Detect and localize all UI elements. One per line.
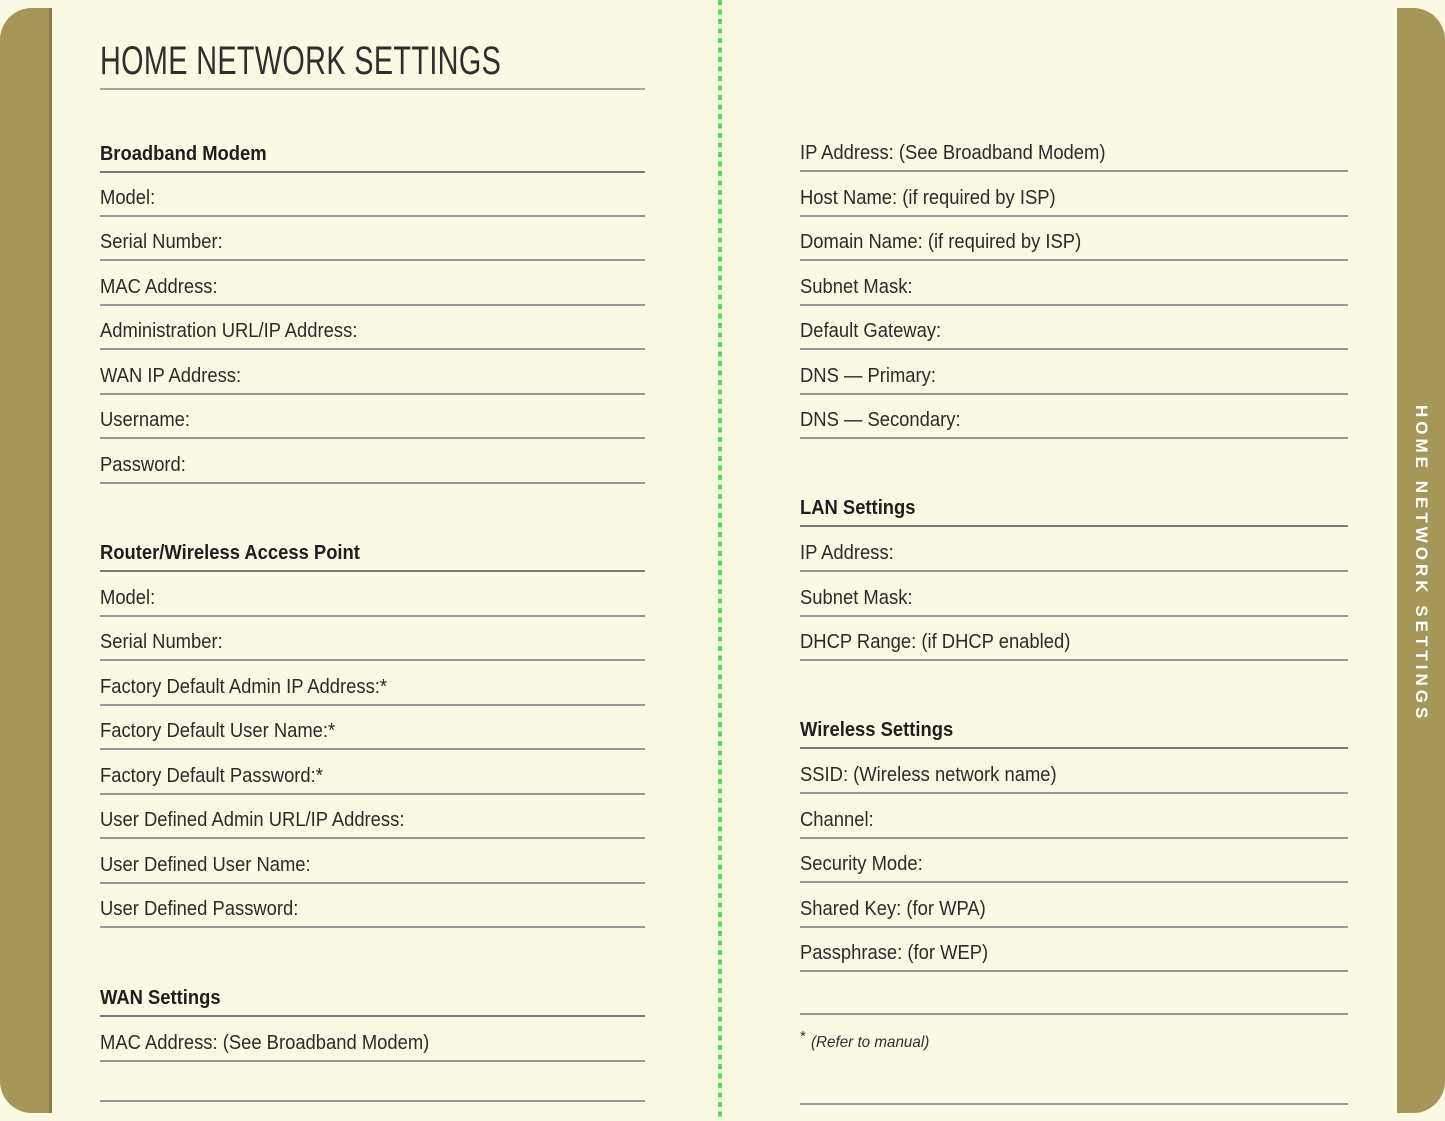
form-field-row	[100, 351, 645, 395]
form-field-row	[800, 617, 1348, 661]
section-heading: LAN Settings	[800, 497, 916, 519]
section-tab-label: HOME NETWORK SETTINGS	[1412, 405, 1431, 723]
field-label: Domain Name: (if required by ISP)	[800, 231, 1082, 253]
form-field-row	[800, 928, 1348, 972]
form-field-row	[100, 706, 645, 750]
field-label: Model:	[100, 187, 156, 209]
spine-perforation-line	[718, 0, 722, 1121]
field-label: Host Name: (if required by ISP)	[800, 187, 1056, 209]
blank-line	[800, 1061, 1348, 1105]
field-label: SSID: (Wireless network name)	[800, 764, 1057, 786]
form-field-row	[100, 751, 645, 795]
form-field-row	[800, 262, 1348, 306]
field-label: MAC Address:	[100, 276, 218, 298]
field-label: Serial Number:	[100, 231, 223, 253]
form-field-row	[800, 306, 1348, 350]
section-heading: Wireless Settings	[800, 719, 954, 741]
field-label: DNS — Primary:	[800, 365, 936, 387]
section-heading-row	[800, 705, 1348, 749]
field-label: Factory Default Admin IP Address:*	[100, 676, 388, 698]
field-label: User Defined User Name:	[100, 854, 311, 876]
field-label: Subnet Mask:	[800, 276, 913, 298]
section-heading-row	[100, 129, 645, 173]
field-label: Factory Default Password:*	[100, 765, 323, 787]
cover-left-band	[0, 8, 52, 1113]
section-heading-row	[100, 528, 645, 572]
field-label: Subnet Mask:	[800, 587, 913, 609]
form-field-row	[100, 262, 645, 306]
cover-right-tab	[1397, 8, 1445, 1113]
field-label: Passphrase: (for WEP)	[800, 942, 989, 964]
section-heading-row	[100, 973, 645, 1017]
form-field-row	[100, 1018, 645, 1062]
form-field-row	[100, 440, 645, 484]
form-field-row	[100, 306, 645, 350]
field-label: DHCP Range: (if DHCP enabled)	[800, 631, 1071, 653]
form-field-row	[100, 662, 645, 706]
footnote-text: (Refer to manual)	[810, 1034, 930, 1051]
field-label: DNS — Secondary:	[800, 409, 961, 431]
section-heading: Broadband Modem	[100, 143, 267, 165]
field-label: User Defined Password:	[100, 898, 299, 920]
field-label: Serial Number:	[100, 631, 223, 653]
form-field-row	[800, 884, 1348, 928]
page-title-row	[100, 30, 645, 90]
form-field-row	[100, 395, 645, 439]
form-field-row	[100, 795, 645, 839]
field-label: Model:	[100, 587, 156, 609]
blank-line	[100, 1058, 645, 1102]
field-label: IP Address:	[800, 542, 894, 564]
field-label: Username:	[100, 409, 190, 431]
field-label: User Defined Admin URL/IP Address:	[100, 809, 405, 831]
form-field-row	[100, 173, 645, 217]
field-label: WAN IP Address:	[100, 365, 242, 387]
field-label: Default Gateway:	[800, 320, 942, 342]
field-label: Factory Default User Name:*	[100, 720, 336, 742]
footnote	[800, 1028, 935, 1052]
field-label: Shared Key: (for WPA)	[800, 898, 986, 920]
form-field-row	[800, 573, 1348, 617]
section-heading: WAN Settings	[100, 987, 221, 1009]
form-field-row	[100, 840, 645, 884]
form-field-row	[800, 351, 1348, 395]
field-label: Password:	[100, 454, 186, 476]
blank-line	[800, 971, 1348, 1015]
form-field-row	[800, 839, 1348, 883]
page-right	[800, 0, 1348, 1121]
form-field-row	[800, 795, 1348, 839]
form-field-row	[100, 573, 645, 617]
form-field-row	[100, 884, 645, 928]
field-label: Administration URL/IP Address:	[100, 320, 358, 342]
field-label: IP Address: (See Broadband Modem)	[800, 142, 1106, 164]
page-title: HOME NETWORK SETTINGS	[100, 39, 502, 83]
footnote-asterisk: *	[800, 1028, 806, 1045]
form-field-row	[100, 217, 645, 261]
form-field-row	[800, 528, 1348, 572]
form-field-row	[800, 128, 1348, 172]
form-field-row	[800, 173, 1348, 217]
form-field-row	[100, 617, 645, 661]
section-heading: Router/Wireless Access Point	[100, 542, 360, 564]
page-left	[100, 0, 645, 1121]
form-field-row	[800, 750, 1348, 794]
section-heading-row	[800, 483, 1348, 527]
field-label: Security Mode:	[800, 853, 923, 875]
form-field-row	[800, 217, 1348, 261]
form-field-row	[800, 395, 1348, 439]
field-label: MAC Address: (See Broadband Modem)	[100, 1032, 430, 1054]
field-label: Channel:	[800, 809, 874, 831]
